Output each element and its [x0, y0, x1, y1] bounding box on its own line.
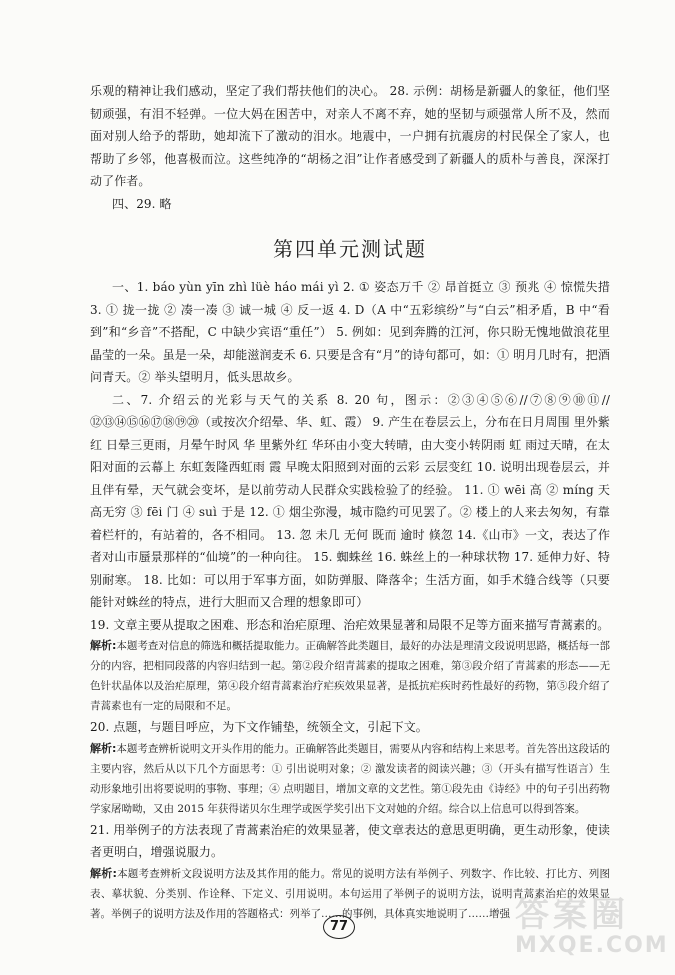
analysis-label: 解析:	[90, 866, 117, 880]
analysis-label: 解析:	[90, 741, 117, 755]
answer-21: 21. 用举例子的方法表现了青蒿素治疟的效果显著，使文章表达的意思更明确，更生动形象，使读者更明白，增强说服力。	[90, 822, 610, 859]
analysis-20	[90, 739, 610, 819]
watermark-logo	[515, 895, 669, 967]
analysis-text: 本题考查对信息的筛选和概括提取能力。正确解答此类题目，最好的办法是理清文段说明思路，概括每一部分的内容，把相同段落的内容归结到一起。第②段介绍青蒿素的提取之困难，第③段介绍了青蒿素的形态——无色针状晶体以及治疟原理，第④段介绍青蒿素治疗疟疾效果显著，是抵抗疟疾时药性最好的药物，第⑤段介绍了青蒿素也有一定的局限和不足。	[90, 640, 610, 712]
answer-19: 19. 文章主要从提取之困难、形态和治疟原理、治疟效果显著和局限不足等方面来描写青蒿素的。	[90, 617, 610, 632]
analysis-text: 本题考查辨析文段说明方法及其作用的能力。常见的说明方法有举例子、列数字、作比较、打比方、列图表、摹状貌、分类别、作诠释、下定义、引用说明。本句运用了举例子的说明方法，说明青蒿素治疟的效果显著。举例子的说明方法及作用的答题格式：列举了……的事例，具体真实地说明了……增强	[90, 867, 610, 920]
answer-part-2: 二、7. 介绍云的光彩与天气的关系 8. 20 句，图示：②③④⑤⑥//⑦⑧⑨⑩⑪//⑫⑬⑭⑮⑯⑰⑱⑲⑳（或按次介绍晕、华、虹、霞） 9. 产生在卷层云上，分布在日月周围 里外紫红 日晕三更雨，月晕午时风 华 里紫外红 华环由小变大转晴，由大变小转阴雨 虹 雨过天晴，在太阳对面的云幕上 东虹轰隆西虹雨 霞 早晚太阳照到对面的云彩 云层变红 10. 说明出现卷层云，并且伴有晕，天气就会变坏，是以前劳动人民群众实践检验了的经验。 11. ① wēi 高 ② míng 天高无穷 ③ fēi 门 ④ suì 于是 12. ① 烟尘弥漫，城市隐约可见罢了。② 楼上的人来去匆匆，有靠着栏杆的，有站着的，各不相同。 13. 忽 未几 无何 既而 逾时 倏忽 14.《山市》一文，表达了作者对山市蜃景那样的“仙境”的一种向往。 15. 蜘蛛丝 16. 蛛丝上的一种球状物 17. 延伸力好、特别耐寒。 18. 比如：可以用于军事方面，如防弹服、降落伞；生活方面，如手术缝合线等（只要能针对蛛丝的特点，进行大胆而又合理的想象即可）	[90, 392, 610, 609]
answer-part-1: 一、1. báo yùn yīn zhì lüè háo mái yì 2. ① 姿态万千 ② 昂首挺立 ③ 预兆 ④ 惊慌失措 3. ① 拢一拢 ② 凑一凑 ③ 诚一城 ④ 反一返 4. D（A 中“五彩缤纷”与“白云”相矛盾，B 中“看到”和“乡音”不搭配，C 中缺少宾语“重任”） 5. 例如：见到奔腾的江河，你只盼无愧地做浪花里晶莹的一朵。虽是一朵，却能滋润麦禾 6. 只要是含有“月”的诗句都可，如：① 明月几时有，把酒问青天。② 举头望明月，低头思故乡。	[90, 280, 610, 384]
page-content	[90, 80, 610, 924]
analysis-19	[90, 636, 610, 716]
answer-text-top: 乐观的精神让我们感动，坚定了我们帮扶他们的决心。 28. 示例：胡杨是新疆人的象征，他们坚韧顽强，有泪不轻弹。一位大妈在困苦中，对亲人不离不弃，她的坚韧与顽强常人所不及，然而面对别人给予的帮助，她却流下了激动的泪水。地震中，一户拥有抗震房的村民保全了家人，也帮助了乡邻，他喜极而泣。这些纯净的“胡杨之泪”让作者感受到了新疆人的质朴与善良，深深打动了作者。	[90, 84, 610, 188]
analysis-label: 解析:	[90, 639, 117, 652]
analysis-text: 本题考查辨析说明文开头作用的能力。正确解答此类题目，需要从内容和结构上来思考。首先答出这段话的主要内容，然后从以下几个方面思考：① 引出说明对象；② 激发读者的阅读兴趣；③（开头有描写性语言）生动形象地引出将要说明的事物、事理；④ 点明题目，增加文章的文艺性。第①段先由《诗经》中的句子引出药物学家屠呦呦，又由 2015 年获得诺贝尔生理学或医学奖引出下文对她的介绍。综合以上信息可以得到答案。	[90, 742, 610, 815]
answer-20: 20. 点题，与题目呼应，为下文作铺垫，统领全文，引起下文。	[90, 720, 428, 734]
answer-item-29: 四、29. 略	[112, 196, 172, 211]
watermark-text-bottom: MXQE.COM	[515, 933, 669, 958]
watermark-text-top: 答案圈	[515, 895, 629, 935]
page-number: 77	[323, 915, 355, 939]
unit-test-title: 第四单元测试题	[273, 237, 427, 261]
